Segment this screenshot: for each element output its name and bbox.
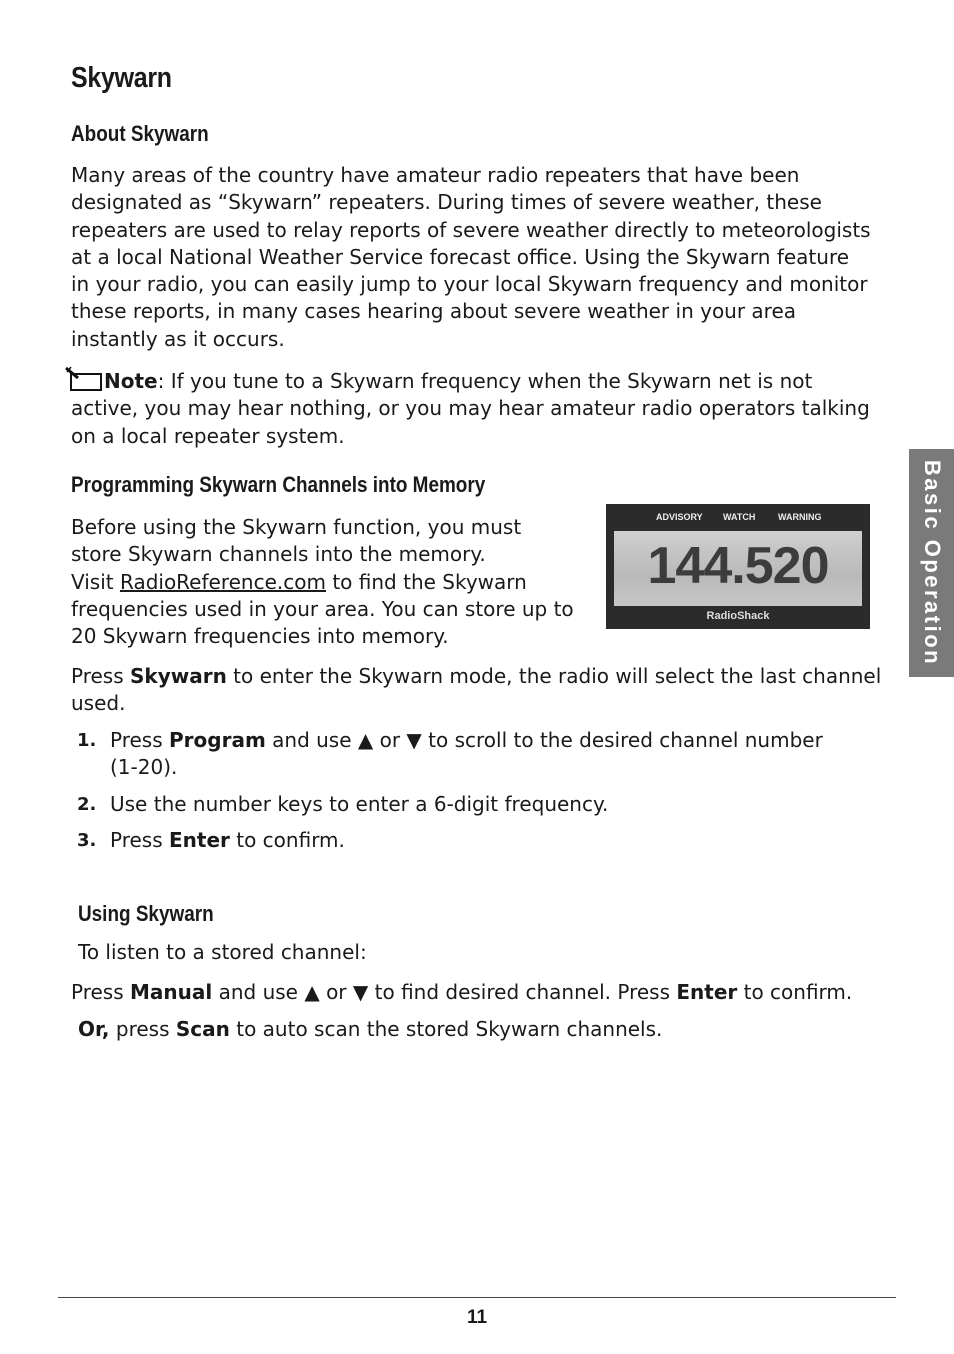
text: and use ▲ or ▼ to scroll to the desired channel number [265, 728, 823, 752]
step-number: 1. [77, 730, 97, 751]
text: Press [71, 664, 130, 688]
text: to confirm. [737, 980, 853, 1004]
about-line: Many areas of the country have amateur radio repeaters that have been [71, 163, 800, 187]
text: Press [110, 827, 169, 852]
program-key: Program [169, 728, 266, 752]
radioreference-link[interactable]: RadioReference.com [119, 569, 326, 594]
steps-list [71, 727, 871, 854]
note-paragraph [64, 366, 870, 450]
text-line: used. [71, 691, 126, 716]
scan-paragraph [78, 1016, 662, 1043]
manual-key: Manual [130, 980, 213, 1004]
enter-key: Enter [676, 980, 738, 1004]
list-item [71, 827, 871, 854]
skywarn-key: Skywarn [130, 664, 227, 688]
watch-indicator: WATCH [723, 512, 756, 522]
advisory-indicator: ADVISORY [656, 512, 703, 522]
programming-line: 20 Skywarn frequencies into memory. [71, 624, 449, 649]
programming-heading: Programming Skywarn Channels into Memory [71, 472, 486, 497]
warning-indicator: WARNING [778, 512, 822, 522]
using-intro: To listen to a stored channel: [78, 940, 367, 964]
programming-text: to find the Skywarn [325, 569, 527, 594]
text: to enter the Skywarn mode, the radio will select the last channel [226, 664, 882, 688]
about-line: repeaters are used to relay reports of severe weather directly to meteorologists [71, 217, 871, 242]
text: Press [71, 980, 130, 1004]
about-line: at a local National Weather Service forecast office. Using the Skywarn feature [71, 244, 850, 269]
step-number: 3. [77, 829, 97, 851]
about-paragraph [71, 162, 871, 353]
page-number: 11 [466, 1307, 488, 1328]
programming-line: Before using the Skywarn function, you must [71, 515, 522, 539]
section-side-tab [909, 449, 954, 677]
list-item [71, 791, 871, 818]
note-line: active, you may hear nothing, or you may hear amateur radio operators talking [71, 396, 870, 421]
or-label: Or, [78, 1017, 110, 1041]
step-number: 2. [77, 793, 97, 815]
text: Press [110, 728, 169, 752]
note-line: on a local repeater system. [71, 423, 345, 448]
radio-display-image [606, 504, 870, 629]
scan-key: Scan [175, 1017, 230, 1041]
list-item [71, 727, 871, 782]
footer-divider [58, 1297, 896, 1298]
brand-logo: RadioShack [706, 610, 770, 622]
press-skywarn-paragraph [71, 663, 881, 718]
programming-line: frequencies used in your area. You can store up to [71, 596, 574, 621]
note-label: Note [104, 369, 158, 393]
programming-line: store Skywarn channels into the memory. [71, 542, 486, 567]
text-line: (1-20). [110, 755, 178, 780]
about-heading: About Skywarn [71, 121, 209, 146]
using-heading: Using Skywarn [78, 901, 214, 926]
manual-paragraph [71, 979, 852, 1006]
about-line: designated as “Skywarn” repeaters. During times of severe weather, these [71, 190, 822, 215]
programming-text: Visit [71, 569, 120, 594]
note-pencil-icon [64, 366, 104, 392]
text: to auto scan the stored Skywarn channels. [229, 1017, 663, 1041]
text: and use ▲ or ▼ to find desired channel. Press [212, 980, 677, 1004]
section-tab-label: Basic Operation [919, 459, 945, 667]
programming-paragraph [71, 514, 574, 650]
frequency-readout: 144.520 [647, 537, 829, 595]
about-line: these reports, in many cases hearing about severe weather in your area [71, 299, 797, 324]
about-line: instantly as it occurs. [71, 326, 285, 351]
note-text: : If you tune to a Skywarn frequency when the Skywarn net is not [157, 369, 813, 393]
text: press [109, 1017, 176, 1041]
text-line: Use the number keys to enter a 6-digit frequency. [110, 791, 609, 816]
about-line: in your radio, you can easily jump to your local Skywarn frequency and monitor [71, 272, 868, 297]
text: to confirm. [229, 827, 345, 852]
enter-key: Enter [169, 827, 230, 852]
page-title: Skywarn [71, 62, 172, 94]
